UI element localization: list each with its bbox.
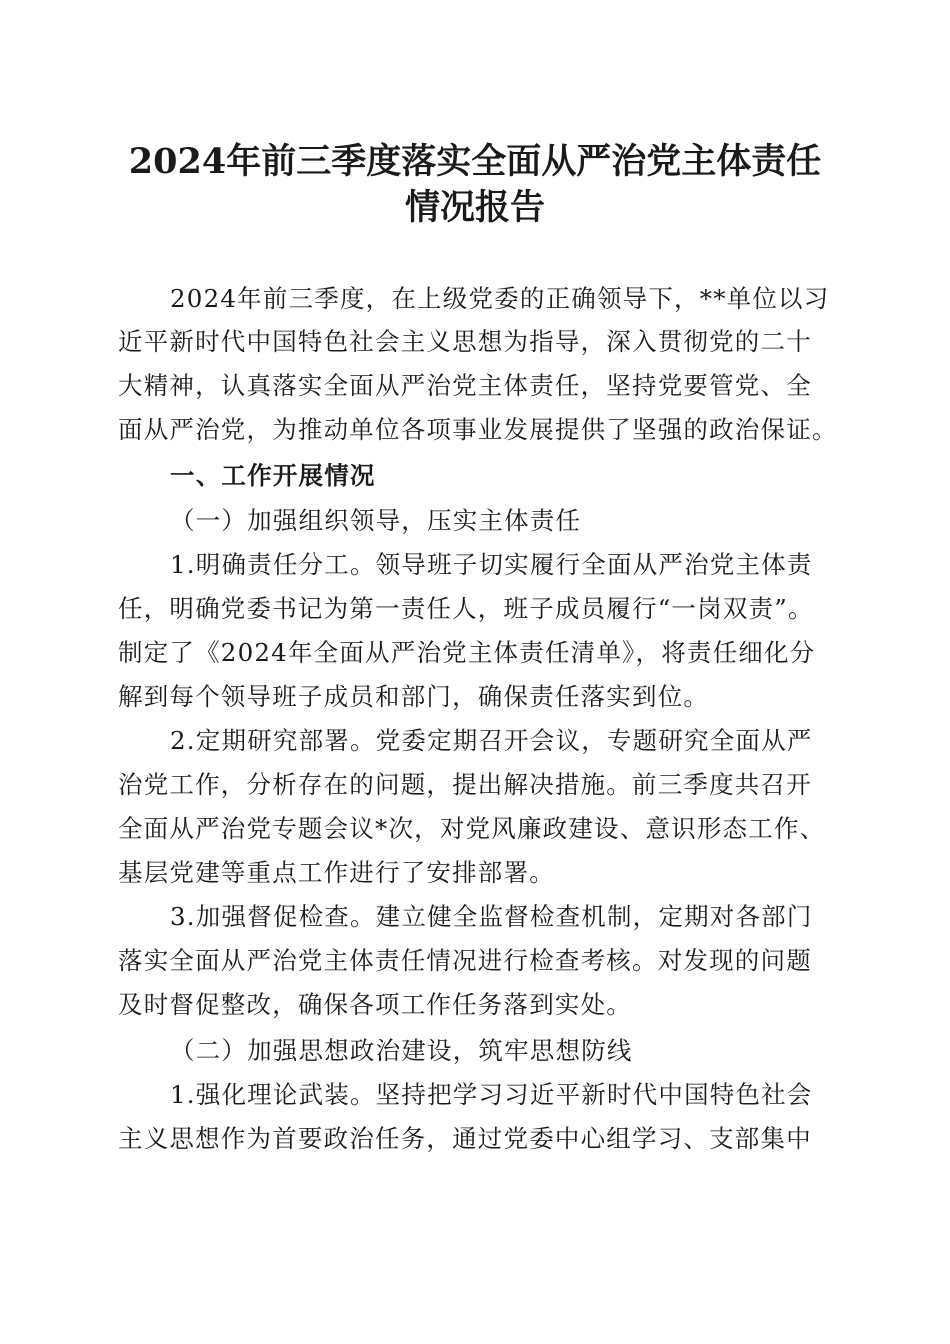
paragraph-line: 1.强化理论武装。坚持把学习习近平新时代中国特色社会 xyxy=(170,1080,813,1109)
paragraph-line: 解到每个领导班子成员和部门，确保责任落实到位。 xyxy=(118,682,710,711)
subsection-heading: （一）加强组织领导，压实主体责任 xyxy=(170,506,582,535)
intro-line: 大精神，认真落实全面从严治党主体责任，坚持党要管党、全 xyxy=(118,371,812,400)
document-title-line-2: 情况报告 xyxy=(404,187,545,228)
paragraph-line: 治党工作，分析存在的问题，提出解决措施。前三季度共召开 xyxy=(118,770,812,799)
intro-line: 面从严治党，为推动单位各项事业发展提供了坚强的政治保证。 xyxy=(118,415,838,444)
paragraph-line: 基层党建等重点工作进行了安排部署。 xyxy=(118,858,555,887)
intro-line: 近平新时代中国特色社会主义思想为指导，深入贯彻党的二十 xyxy=(118,327,812,356)
subsection-heading: （二）加强思想政治建设，筑牢思想防线 xyxy=(170,1036,633,1065)
paragraph-line: 及时督促整改，确保各项工作任务落到实处。 xyxy=(118,990,632,1019)
paragraph-line: 3.加强督促检查。建立健全监督检查机制，定期对各部门 xyxy=(170,902,813,931)
paragraph-line: 制定了《2024年全面从严治党主体责任清单》，将责任细化分 xyxy=(118,638,816,667)
paragraph-line: 落实全面从严治党主体责任情况进行检查考核。对发现的问题 xyxy=(118,946,812,975)
paragraph-line: 全面从严治党专题会议*次，对党风廉政建设、意识形态工作、 xyxy=(118,814,826,843)
paragraph-line: 1.明确责任分工。领导班子切实履行全面从严治党主体责 xyxy=(170,550,813,579)
paragraph-line: 主义思想作为首要政治任务，通过党委中心组学习、支部集中 xyxy=(118,1124,812,1153)
paragraph-line: 任，明确党委书记为第一责任人，班子成员履行“一岗双责”。 xyxy=(118,594,814,623)
document-title-line-1: 2024年前三季度落实全面从严治党主体责任 xyxy=(128,141,822,182)
intro-line: 2024年前三季度，在上级党委的正确领导下，**单位以习 xyxy=(170,284,830,313)
paragraph-line: 2.定期研究部署。党委定期召开会议，专题研究全面从严 xyxy=(170,726,813,755)
section-heading: 一、工作开展情况 xyxy=(170,461,376,490)
